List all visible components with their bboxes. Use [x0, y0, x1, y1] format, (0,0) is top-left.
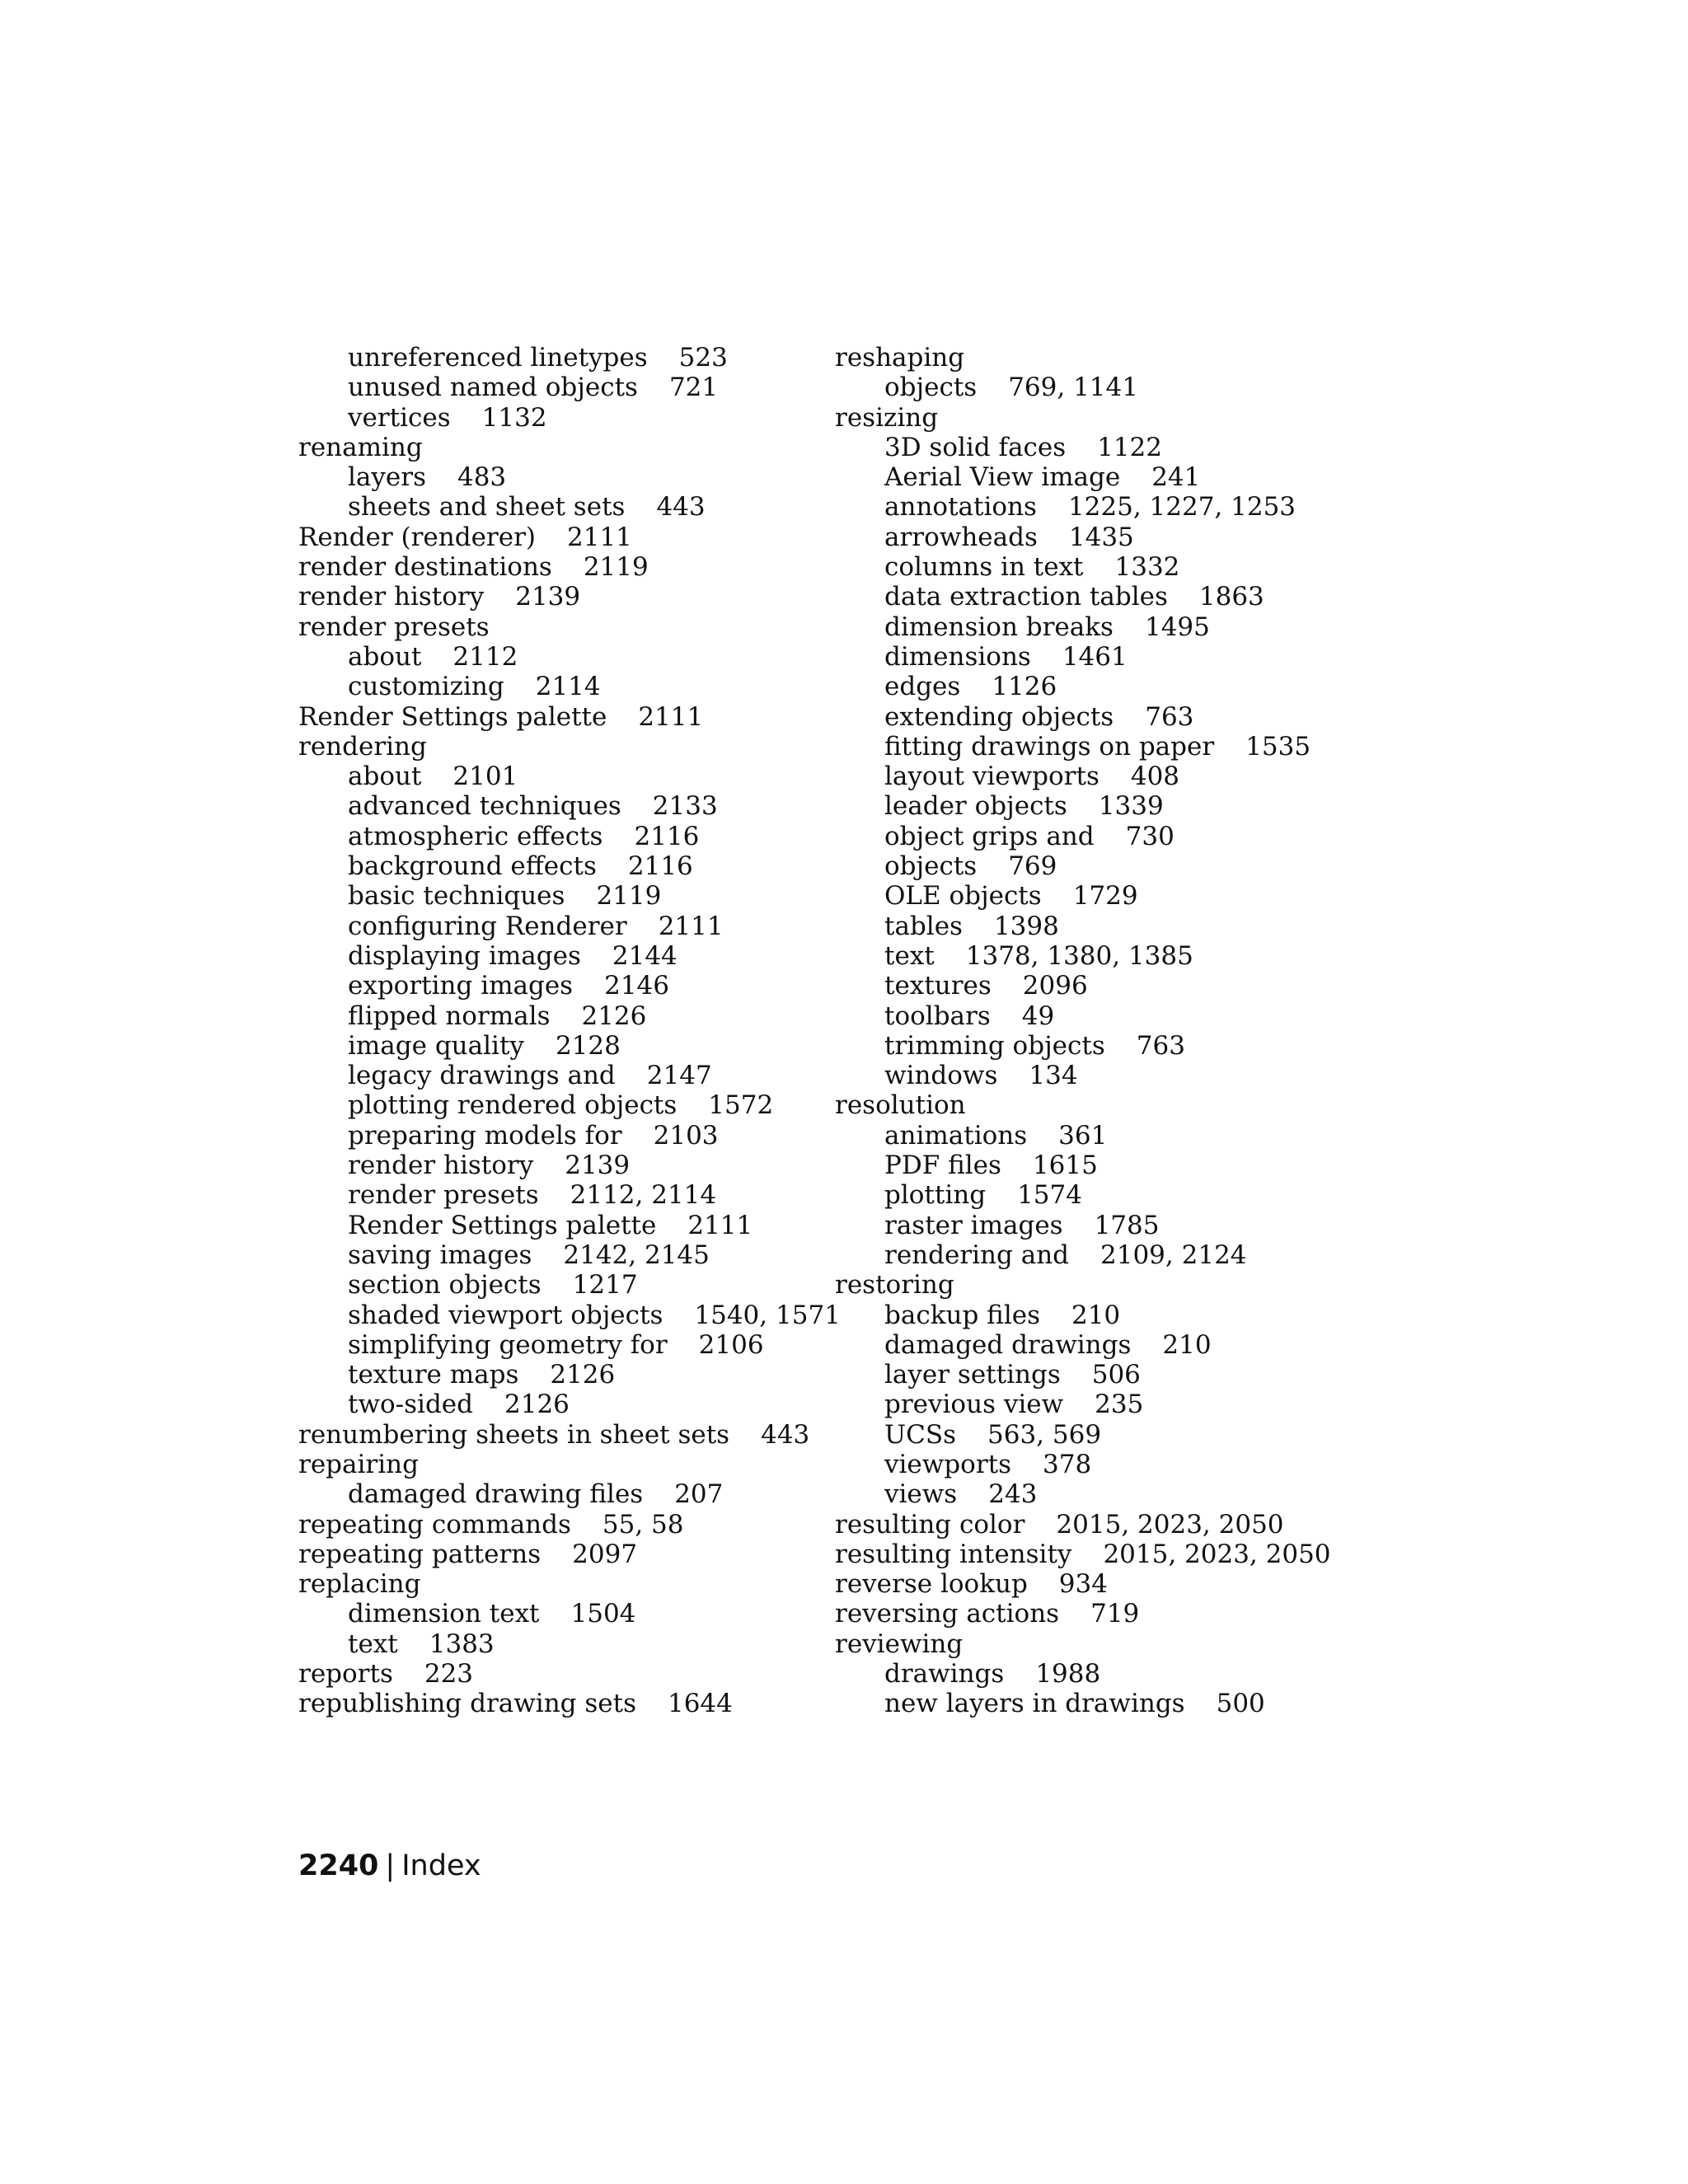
index-page-refs: 2119	[583, 552, 649, 583]
index-entry	[298, 1510, 841, 1540]
index-term: reports	[298, 1659, 393, 1690]
index-page-refs: 1383	[429, 1629, 495, 1659]
index-subentry	[835, 1061, 1331, 1090]
index-term: section objects	[348, 1270, 542, 1301]
index-page-refs: 1126	[992, 672, 1057, 702]
index-subentry	[835, 822, 1331, 851]
index-subentry	[298, 1330, 841, 1360]
index-subentry	[835, 462, 1331, 492]
index-page-refs: 1729	[1072, 881, 1138, 912]
index-subentry	[298, 403, 841, 433]
index-term: Render Settings palette	[298, 701, 607, 732]
index-page-refs: 769	[1008, 851, 1057, 882]
index-entry	[835, 343, 1331, 373]
index-term: legacy drawings and	[348, 1061, 616, 1091]
index-term: about	[348, 641, 422, 672]
index-term: exporting images	[348, 971, 574, 1001]
index-term: dimensions	[884, 641, 1031, 672]
index-column-right	[835, 343, 1331, 1719]
index-subentry	[298, 492, 841, 522]
index-term: columns in text	[884, 552, 1084, 583]
index-page-refs: 2101	[452, 762, 518, 792]
index-subentry	[835, 1360, 1331, 1390]
index-subentry	[835, 1240, 1331, 1270]
index-term: displaying images	[348, 940, 581, 971]
index-term: toolbars	[884, 1001, 991, 1031]
index-subentry	[298, 1270, 841, 1300]
index-page-refs: 2112	[452, 641, 518, 672]
index-page-refs: 2015, 2023, 2050	[1103, 1539, 1331, 1569]
index-term: simplifying geometry for	[348, 1329, 668, 1360]
index-entry	[835, 1510, 1331, 1540]
index-subentry	[835, 1180, 1331, 1210]
index-subentry	[835, 1479, 1331, 1509]
index-term: data extraction tables	[884, 582, 1168, 612]
index-term: edges	[884, 672, 961, 702]
index-term: leader objects	[884, 791, 1067, 822]
index-entry	[298, 1540, 841, 1569]
index-entry	[835, 1270, 1331, 1300]
index-entry	[298, 612, 841, 642]
index-subentry	[835, 582, 1331, 612]
index-term: restoring	[835, 1270, 954, 1301]
index-page-refs: 210	[1071, 1300, 1121, 1330]
index-entry	[835, 1599, 1331, 1629]
index-page-refs: 2111	[638, 701, 704, 732]
index-term: damaged drawing files	[348, 1479, 644, 1510]
page-number: 2240	[298, 1849, 379, 1882]
index-page-refs: 721	[668, 373, 719, 403]
index-entry	[298, 582, 841, 612]
index-page-refs: 2144	[612, 940, 678, 971]
index-page-refs: 378	[1043, 1449, 1092, 1479]
index-page-refs: 2116	[634, 821, 700, 851]
index-page-refs: 2133	[652, 791, 718, 822]
index-term: repeating patterns	[298, 1539, 542, 1569]
index-subentry	[835, 642, 1331, 672]
index-term: plotting rendered objects	[348, 1090, 678, 1121]
index-subentry	[835, 1301, 1331, 1330]
index-subentry	[298, 1151, 841, 1180]
index-term: reviewing	[835, 1629, 964, 1659]
footer-separator: |	[385, 1849, 396, 1882]
index-page-refs: 719	[1090, 1599, 1140, 1629]
index-term: flipped normals	[348, 1001, 551, 1031]
index-page-refs: 563, 569	[987, 1419, 1102, 1450]
index-page-refs: 2096	[1022, 971, 1088, 1001]
index-term: previous view	[884, 1390, 1064, 1420]
index-page-refs: 223	[424, 1659, 474, 1690]
index-subentry	[835, 762, 1331, 791]
index-subentry	[298, 672, 841, 701]
index-term: PDF files	[884, 1151, 1001, 1181]
index-subentry	[835, 492, 1331, 522]
index-page-refs: 243	[988, 1479, 1038, 1510]
index-page-refs: 241	[1151, 462, 1201, 493]
index-page-refs: 2111	[658, 911, 724, 941]
index-page-refs: 1540, 1571	[694, 1300, 841, 1330]
index-term: background effects	[348, 851, 597, 882]
index-page-refs: 2106	[698, 1329, 764, 1360]
index-page-refs: 210	[1162, 1329, 1212, 1360]
index-subentry	[835, 1450, 1331, 1479]
index-term: resizing	[835, 402, 939, 433]
index-page-refs: 2109, 2124	[1100, 1240, 1247, 1270]
index-term: preparing models for	[348, 1120, 622, 1151]
index-page-refs: 1398	[993, 911, 1059, 941]
index-subentry	[298, 1180, 841, 1210]
index-term: reversing actions	[835, 1599, 1060, 1629]
index-entry	[835, 1629, 1331, 1659]
index-page-refs: 2112, 2114	[570, 1180, 717, 1211]
index-term: render history	[298, 582, 485, 612]
index-term: Render Settings palette	[348, 1210, 657, 1240]
index-term: atmospheric effects	[348, 821, 603, 851]
index-page-refs: 1574	[1017, 1180, 1082, 1211]
index-term: extending objects	[884, 701, 1114, 732]
index-term: configuring Renderer	[348, 911, 627, 941]
index-page-refs: 55, 58	[602, 1509, 684, 1540]
index-page-refs: 2147	[646, 1061, 712, 1091]
index-subentry	[835, 1390, 1331, 1419]
index-page-refs: 1504	[570, 1599, 636, 1629]
index-term: resolution	[835, 1090, 966, 1121]
index-subentry	[298, 1479, 841, 1509]
index-term: animations	[884, 1120, 1028, 1151]
index-term: reshaping	[835, 343, 965, 373]
index-term: render history	[348, 1151, 534, 1181]
index-page-refs: 483	[457, 462, 507, 493]
index-page-refs: 207	[674, 1479, 724, 1510]
index-subentry	[835, 1211, 1331, 1240]
index-term: unreferenced linetypes	[348, 343, 648, 373]
index-subentry	[835, 672, 1331, 701]
index-term: renaming	[298, 432, 423, 462]
index-page-refs: 2126	[581, 1001, 647, 1031]
index-page-refs: 2142, 2145	[563, 1240, 710, 1270]
index-page-refs: 2146	[604, 971, 669, 1001]
index-term: two-sided	[348, 1390, 473, 1420]
index-term: saving images	[348, 1240, 532, 1270]
index-page-refs: 2015, 2023, 2050	[1056, 1509, 1284, 1540]
index-subentry	[298, 1090, 841, 1120]
index-term: layers	[348, 462, 426, 493]
index-term: sheets and sheet sets	[348, 492, 626, 523]
index-subentry	[298, 822, 841, 851]
index-page-refs: 443	[761, 1419, 810, 1450]
index-entry	[298, 1689, 841, 1718]
index-page-refs: 2097	[572, 1539, 638, 1569]
index-term: image quality	[348, 1030, 524, 1061]
index-entry	[298, 1659, 841, 1689]
index-subentry	[298, 1360, 841, 1390]
index-page-refs: 1615	[1032, 1151, 1098, 1181]
index-page-refs: 235	[1095, 1390, 1144, 1420]
index-term: layer settings	[884, 1360, 1061, 1390]
index-entry	[298, 732, 841, 762]
index-subentry	[835, 702, 1331, 732]
index-entry	[835, 1540, 1331, 1569]
index-subentry	[835, 373, 1331, 402]
index-term: new layers in drawings	[884, 1689, 1185, 1719]
index-page-refs: 408	[1130, 762, 1180, 792]
index-subentry	[298, 941, 841, 971]
index-term: rendering	[298, 731, 427, 762]
index-page-refs: 500	[1216, 1689, 1265, 1719]
index-term: unused named objects	[348, 373, 638, 403]
index-subentry	[835, 1031, 1331, 1061]
index-term: Render (renderer)	[298, 522, 537, 552]
index-entry	[298, 1450, 841, 1479]
index-term: customizing	[348, 672, 504, 702]
index-term: 3D solid faces	[884, 432, 1067, 462]
index-subentry	[835, 1689, 1331, 1718]
index-subentry	[835, 971, 1331, 1001]
index-subentry	[835, 612, 1331, 642]
index-entry	[298, 1420, 841, 1450]
index-entry	[835, 1090, 1331, 1120]
index-page-refs: 1122	[1097, 432, 1163, 462]
index-term: damaged drawings	[884, 1329, 1132, 1360]
index-entry	[298, 433, 841, 462]
index-term: Aerial View image	[884, 462, 1121, 493]
index-page-refs: 1495	[1144, 612, 1210, 642]
index-subentry	[835, 1659, 1331, 1689]
index-term: drawings	[884, 1659, 1005, 1690]
index-subentry	[298, 791, 841, 821]
index-term: annotations	[884, 492, 1037, 523]
index-entry	[835, 403, 1331, 433]
index-subentry	[298, 1121, 841, 1151]
index-term: layout viewports	[884, 762, 1100, 792]
index-term: replacing	[298, 1569, 421, 1600]
index-page-refs: 1332	[1114, 552, 1180, 583]
index-subentry	[298, 971, 841, 1001]
index-page-refs: 934	[1058, 1569, 1108, 1600]
index-entry	[298, 702, 841, 732]
index-page-refs: 1435	[1068, 522, 1134, 552]
index-term: viewports	[884, 1449, 1012, 1479]
index-term: textures	[884, 971, 992, 1001]
index-page-refs: 2114	[535, 672, 601, 702]
index-page-refs: 763	[1136, 1030, 1185, 1061]
index-page-refs: 1461	[1062, 641, 1128, 672]
index-page-refs: 1217	[572, 1270, 638, 1301]
index-term: fitting drawings on paper	[884, 731, 1215, 762]
index-term: dimension text	[348, 1599, 540, 1629]
index-term: resulting intensity	[835, 1539, 1072, 1569]
index-subentry	[835, 1330, 1331, 1360]
index-term: plotting	[884, 1180, 987, 1211]
index-subentry	[835, 881, 1331, 911]
page-footer	[298, 1848, 481, 1884]
index-term: resulting color	[835, 1509, 1025, 1540]
index-page-refs: 2111	[687, 1210, 753, 1240]
index-page-refs: 2139	[515, 582, 581, 612]
index-term: repeating commands	[298, 1509, 571, 1540]
index-term: basic techniques	[348, 881, 565, 912]
index-term: texture maps	[348, 1360, 519, 1390]
index-term: shaded viewport objects	[348, 1300, 663, 1330]
index-subentry	[298, 1390, 841, 1419]
index-page-refs: 1785	[1094, 1210, 1160, 1240]
index-page-refs: 1535	[1245, 731, 1311, 762]
index-term: render destinations	[298, 552, 552, 583]
index-term: reverse lookup	[835, 1569, 1028, 1600]
index-subentry	[298, 851, 841, 881]
index-subentry	[835, 732, 1331, 762]
index-subentry	[835, 912, 1331, 941]
index-page-refs: 1572	[708, 1090, 774, 1121]
index-page-refs: 506	[1091, 1360, 1141, 1390]
index-page-refs: 361	[1058, 1120, 1108, 1151]
index-term: object grips and	[884, 821, 1095, 851]
index-term: views	[884, 1479, 958, 1510]
index-term: raster images	[884, 1210, 1063, 1240]
index-subentry	[298, 642, 841, 672]
index-subentry	[298, 762, 841, 791]
index-term: render presets	[348, 1180, 539, 1211]
index-term: windows	[884, 1061, 998, 1091]
index-page-refs: 134	[1029, 1061, 1078, 1091]
index-term: repairing	[298, 1449, 419, 1479]
index-subentry	[835, 552, 1331, 582]
index-term: republishing drawing sets	[298, 1689, 636, 1719]
index-page-refs: 2128	[555, 1030, 621, 1061]
index-subentry	[835, 851, 1331, 881]
index-subentry	[298, 1629, 841, 1659]
index-page-refs: 1863	[1198, 582, 1264, 612]
index-subentry	[298, 1061, 841, 1090]
index-subentry	[835, 791, 1331, 821]
index-subentry	[298, 1001, 841, 1031]
index-term: objects	[884, 851, 978, 882]
index-subentry	[298, 912, 841, 941]
index-subentry	[835, 1151, 1331, 1180]
index-term: text	[884, 940, 935, 971]
index-term: render presets	[298, 612, 490, 642]
index-term: renumbering sheets in sheet sets	[298, 1419, 730, 1450]
index-term: dimension breaks	[884, 612, 1114, 642]
index-page-refs: 523	[678, 343, 728, 373]
index-page-refs: 1339	[1098, 791, 1164, 822]
index-term: advanced techniques	[348, 791, 621, 822]
index-term: vertices	[348, 402, 451, 433]
index-term: objects	[884, 373, 978, 403]
index-term: text	[348, 1629, 398, 1659]
index-page-refs: 1225, 1227, 1253	[1067, 492, 1296, 523]
index-term: rendering and	[884, 1240, 1070, 1270]
index-subentry	[298, 881, 841, 911]
index-subentry	[298, 1599, 841, 1629]
index-page-refs: 763	[1145, 701, 1194, 732]
index-page-refs: 443	[656, 492, 706, 523]
index-page-refs: 1132	[481, 402, 547, 433]
index-entry	[298, 1569, 841, 1599]
index-subentry	[835, 1121, 1331, 1151]
index-subentry	[835, 1001, 1331, 1031]
index-subentry	[298, 1031, 841, 1061]
index-entry	[835, 1569, 1331, 1599]
index-page-refs: 1644	[667, 1689, 733, 1719]
index-page-refs: 2116	[627, 851, 693, 882]
index-term: UCSs	[884, 1419, 956, 1450]
index-entry	[298, 523, 841, 552]
index-page-refs: 730	[1125, 821, 1175, 851]
index-subentry	[835, 941, 1331, 971]
index-subentry	[835, 1420, 1331, 1450]
index-entry	[298, 552, 841, 582]
index-subentry	[835, 523, 1331, 552]
index-page-refs: 1378, 1380, 1385	[965, 940, 1193, 971]
index-term: arrowheads	[884, 522, 1038, 552]
index-page-refs: 2119	[596, 881, 662, 912]
index-page-refs: 769, 1141	[1008, 373, 1138, 403]
index-term: tables	[884, 911, 963, 941]
index-subentry	[298, 1211, 841, 1240]
index-subentry	[298, 462, 841, 492]
index-page-refs: 2126	[504, 1390, 570, 1420]
index-column-left	[298, 343, 841, 1719]
index-page-refs: 2139	[565, 1151, 631, 1181]
index-page-refs: 2111	[567, 522, 632, 552]
index-subentry	[298, 1240, 841, 1270]
index-page-refs: 2126	[550, 1360, 616, 1390]
index-term: backup files	[884, 1300, 1040, 1330]
index-term: OLE objects	[884, 881, 1042, 912]
index-page-refs: 2103	[653, 1120, 719, 1151]
footer-section-title: Index	[401, 1849, 481, 1882]
index-term: trimming objects	[884, 1030, 1105, 1061]
index-term: about	[348, 762, 422, 792]
index-subentry	[298, 1301, 841, 1330]
index-subentry	[298, 343, 841, 373]
index-subentry	[835, 433, 1331, 462]
index-page-refs: 1988	[1035, 1659, 1101, 1690]
index-page-refs: 49	[1021, 1001, 1055, 1031]
index-subentry	[298, 373, 841, 402]
